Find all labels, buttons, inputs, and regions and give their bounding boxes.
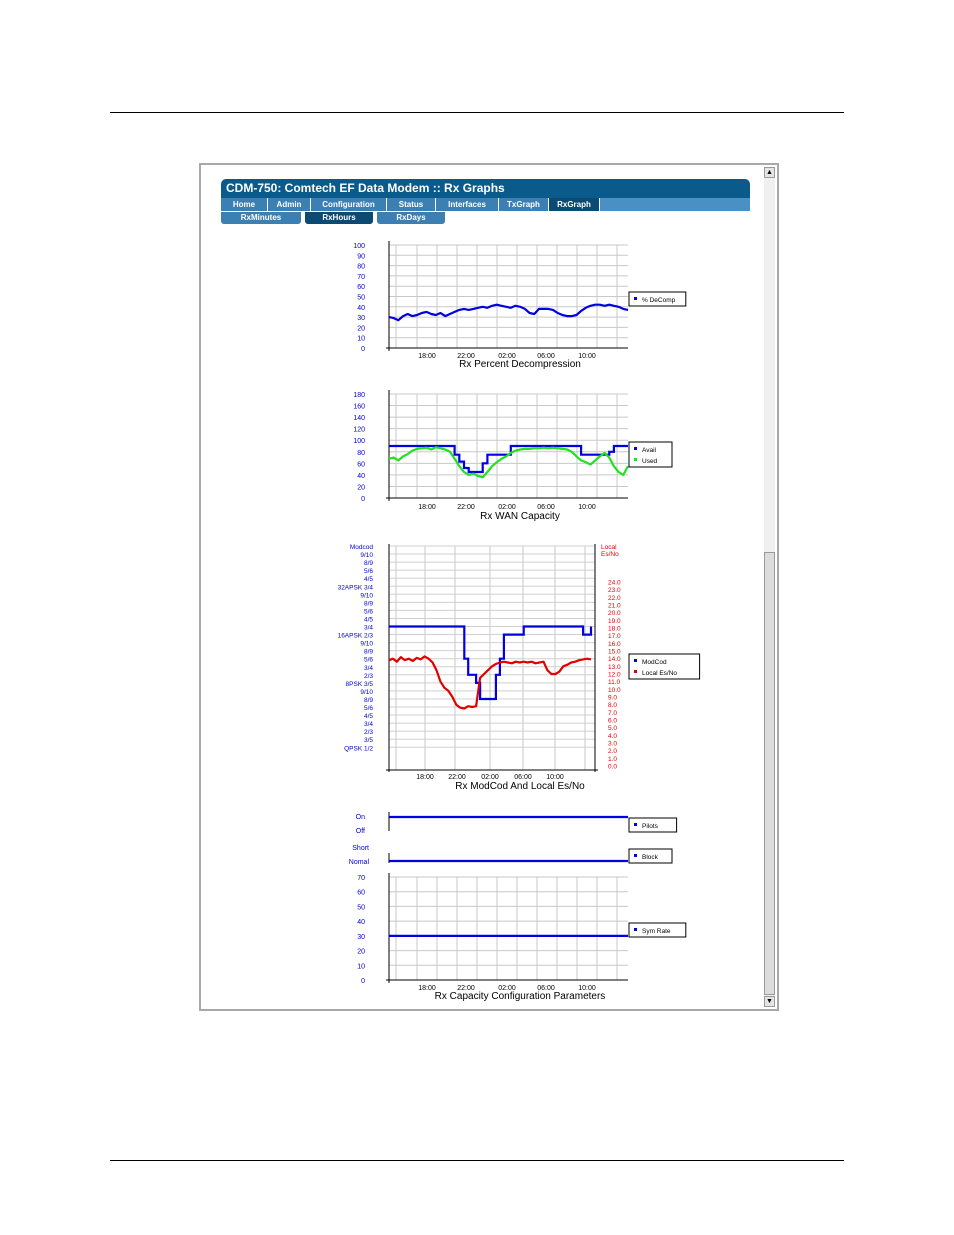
page-title: CDM-750: Comtech EF Data Modem :: Rx Graphs xyxy=(221,179,750,198)
y-left-tick-label: 5/6 xyxy=(363,656,373,664)
y-right-tick-label: 15.0 xyxy=(608,648,621,656)
y-left-tick-label: 9/10 xyxy=(360,688,373,696)
legend-swatch xyxy=(634,928,637,931)
y-tick-label: 10 xyxy=(357,963,365,971)
tab-txgraph[interactable]: TxGraph xyxy=(499,198,549,211)
x-tick-label: 18:00 xyxy=(418,985,436,992)
x-tick-label: 06:00 xyxy=(537,985,555,992)
y-right-tick-label: 14.0 xyxy=(608,656,621,664)
y-tick-label: 10 xyxy=(357,335,365,343)
y-tick-label: 50 xyxy=(357,294,365,302)
y-tick-label: Short xyxy=(352,845,369,852)
legend-swatch xyxy=(634,659,637,662)
y-right-tick-label: 22.0 xyxy=(608,594,621,602)
y-tick-label: 40 xyxy=(357,304,365,312)
y-tick-label: 0 xyxy=(361,978,365,985)
y-right-tick-label: 12.0 xyxy=(608,671,621,679)
tab-status[interactable]: Status xyxy=(387,198,436,211)
legend-swatch xyxy=(634,670,637,673)
y-right-tick-label: 3.0 xyxy=(608,740,618,748)
y-tick-label: 120 xyxy=(353,426,365,434)
legend-label: % DeComp xyxy=(642,297,676,304)
y-tick-label: On xyxy=(355,814,365,821)
y-right-tick-label: 13.0 xyxy=(608,663,621,671)
x-tick-label: 22:00 xyxy=(448,774,466,781)
y-tick-label: 100 xyxy=(353,243,365,250)
x-tick-label: 22:00 xyxy=(457,504,475,511)
x-tick-label: 10:00 xyxy=(578,353,596,360)
arrow-up-icon: ▲ xyxy=(766,169,773,176)
y-tick-label: 60 xyxy=(357,889,365,897)
y-left-tick-label: 5/6 xyxy=(363,705,373,712)
y-left-tick-label: Modcod xyxy=(349,544,373,551)
y-tick-label: 80 xyxy=(357,263,365,271)
y-right-tick-label: 8.0 xyxy=(608,702,618,710)
y-right-tick-label: 9.0 xyxy=(608,694,618,702)
y-left-tick-label: QPSK 1/2 xyxy=(344,745,373,753)
tab-admin[interactable]: Admin xyxy=(268,198,311,211)
legend-label: Used xyxy=(642,458,658,465)
x-tick-label: 18:00 xyxy=(416,774,434,781)
y-tick-label: 50 xyxy=(357,904,365,912)
y-tick-label: 40 xyxy=(357,472,365,480)
scroll-down-button[interactable] xyxy=(764,996,775,1007)
legend-label: Sym Rate xyxy=(642,928,671,935)
y-tick-label: 60 xyxy=(357,461,365,469)
page-viewport xyxy=(205,169,765,1007)
x-tick-label: 06:00 xyxy=(514,774,532,781)
y-left-tick-label: 2/3 xyxy=(363,672,373,680)
y-right-tick-label: 16.0 xyxy=(608,640,621,648)
legend-swatch xyxy=(634,297,637,300)
x-tick-label: 06:00 xyxy=(537,353,555,360)
x-tick-label: 18:00 xyxy=(418,353,436,360)
y-left-tick-label: 8/9 xyxy=(363,600,373,608)
y-tick-label: 90 xyxy=(357,253,365,261)
arrow-down-icon: ▼ xyxy=(766,998,773,1005)
y-right-tick-label: 19.0 xyxy=(608,617,621,625)
y-tick-label: 30 xyxy=(357,933,365,941)
page-footer-rule xyxy=(110,1160,844,1161)
y-tick-label: 20 xyxy=(357,484,365,492)
y-left-tick-label: 3/4 xyxy=(363,624,373,632)
y-left-tick-label: 8/9 xyxy=(363,648,373,656)
y-right-tick-label: 18.0 xyxy=(608,625,621,633)
x-tick-label: 10:00 xyxy=(578,504,596,511)
y-right-tick-label: 4.0 xyxy=(608,732,618,740)
y-tick-label: 80 xyxy=(357,449,365,457)
chart-title: Rx Capacity Configuration Parameters xyxy=(434,991,606,1002)
y-tick-label: 20 xyxy=(357,948,365,956)
y-right-tick-label: 2.0 xyxy=(608,748,618,756)
legend-label: Block xyxy=(642,854,658,861)
x-tick-label: 22:00 xyxy=(457,985,475,992)
subtab-rxhours[interactable]: RxHours xyxy=(305,212,373,224)
y-right-tick-label: 20.0 xyxy=(608,610,621,618)
chart-title: Rx Percent Decompression xyxy=(459,359,581,370)
legend-label: ModCod xyxy=(642,659,667,666)
y-left-tick-label: 4/5 xyxy=(363,616,373,624)
legend-swatch xyxy=(634,458,637,461)
legend-label: Local Es/No xyxy=(642,670,678,677)
x-tick-label: 02:00 xyxy=(481,774,499,781)
x-tick-label: 22:00 xyxy=(457,353,475,360)
y-tick-label: Off xyxy=(355,828,365,835)
legend-label: Pilots xyxy=(642,823,658,830)
x-tick-label: 02:00 xyxy=(498,985,516,992)
x-tick-label: 10:00 xyxy=(578,985,596,992)
browser-screenshot-frame xyxy=(199,163,779,1011)
y-left-tick-label: 8/9 xyxy=(363,560,373,568)
y-right-tick-label: 6.0 xyxy=(608,717,618,725)
x-tick-label: 02:00 xyxy=(498,504,516,511)
y-left-tick-label: 4/5 xyxy=(363,576,373,584)
x-tick-label: 18:00 xyxy=(418,504,436,511)
legend-swatch xyxy=(634,823,637,826)
y-left-tick-label: 4/5 xyxy=(363,713,373,721)
y-tick-label: 180 xyxy=(353,392,365,399)
y-right-tick-label: 23.0 xyxy=(608,587,621,595)
y-tick-label: 100 xyxy=(353,438,365,446)
y-left-tick-label: 3/4 xyxy=(363,721,373,729)
y-left-tick-label: 8PSK 3/5 xyxy=(345,680,373,688)
y-right-tick-label: 5.0 xyxy=(608,725,618,733)
y-left-tick-label: 3/4 xyxy=(363,664,373,672)
subtab-rxminutes[interactable]: RxMinutes xyxy=(221,212,301,224)
tab-home[interactable]: Home xyxy=(221,198,268,211)
x-tick-label: 06:00 xyxy=(537,504,555,511)
y-tick-label: 0 xyxy=(361,496,365,503)
graphs-canvas xyxy=(205,169,765,1007)
y-tick-label: Nomal xyxy=(348,859,369,866)
legend-swatch xyxy=(634,854,637,857)
y-tick-label: 40 xyxy=(357,919,365,927)
scroll-up-button[interactable] xyxy=(764,167,775,178)
y-right-tick-label: 1.0 xyxy=(608,755,618,763)
y-tick-label: 70 xyxy=(357,875,365,882)
y-tick-label: 60 xyxy=(357,284,365,292)
y-tick-label: 30 xyxy=(357,315,365,323)
x-tick-label: 02:00 xyxy=(498,353,516,360)
y-left-tick-label: 32APSK 3/4 xyxy=(337,584,373,592)
y-left-tick-label: 9/10 xyxy=(360,640,373,648)
tab-configuration[interactable]: Configuration xyxy=(311,198,387,211)
y-right-title: Local xyxy=(601,544,617,551)
y-right-tick-label: 17.0 xyxy=(608,633,621,641)
legend-swatch xyxy=(634,447,637,450)
scroll-thumb[interactable] xyxy=(764,552,775,995)
y-left-tick-label: 3/5 xyxy=(363,737,373,745)
plot-area xyxy=(389,877,628,980)
y-right-tick-label: 7.0 xyxy=(608,709,618,717)
y-right-tick-label: 11.0 xyxy=(608,679,621,687)
y-left-tick-label: 8/9 xyxy=(363,696,373,704)
y-tick-label: 140 xyxy=(353,415,365,423)
y-left-tick-label: 9/10 xyxy=(360,592,373,600)
x-tick-label: 10:00 xyxy=(546,774,564,781)
y-right-tick-label: 21.0 xyxy=(608,602,621,610)
tab-rxgraph[interactable]: RxGraph xyxy=(549,198,600,211)
y-left-tick-label: 16APSK 2/3 xyxy=(337,632,373,640)
tab-interfaces[interactable]: Interfaces xyxy=(436,198,499,211)
y-left-tick-label: 5/6 xyxy=(363,608,373,616)
y-tick-label: 20 xyxy=(357,325,365,333)
vertical-scrollbar[interactable] xyxy=(764,167,775,1007)
y-right-tick-label: 10.0 xyxy=(608,686,621,694)
y-tick-label: 160 xyxy=(353,403,365,411)
y-right-tick-label: 0.0 xyxy=(608,763,618,771)
y-right-title: Es/No xyxy=(601,551,619,558)
page-header-rule xyxy=(110,112,844,113)
y-tick-label: 70 xyxy=(357,273,365,281)
y-left-tick-label: 2/3 xyxy=(363,729,373,737)
y-left-tick-label: 9/10 xyxy=(360,552,373,560)
subtab-rxdays[interactable]: RxDays xyxy=(377,212,445,224)
chart-title: Rx ModCod And Local Es/No xyxy=(455,781,585,792)
legend-label: Avail xyxy=(642,447,656,454)
y-left-tick-label: 5/6 xyxy=(363,568,373,576)
y-right-tick-label: 24.0 xyxy=(608,579,621,587)
y-tick-label: 0 xyxy=(361,346,365,353)
chart-title: Rx WAN Capacity xyxy=(480,511,560,522)
